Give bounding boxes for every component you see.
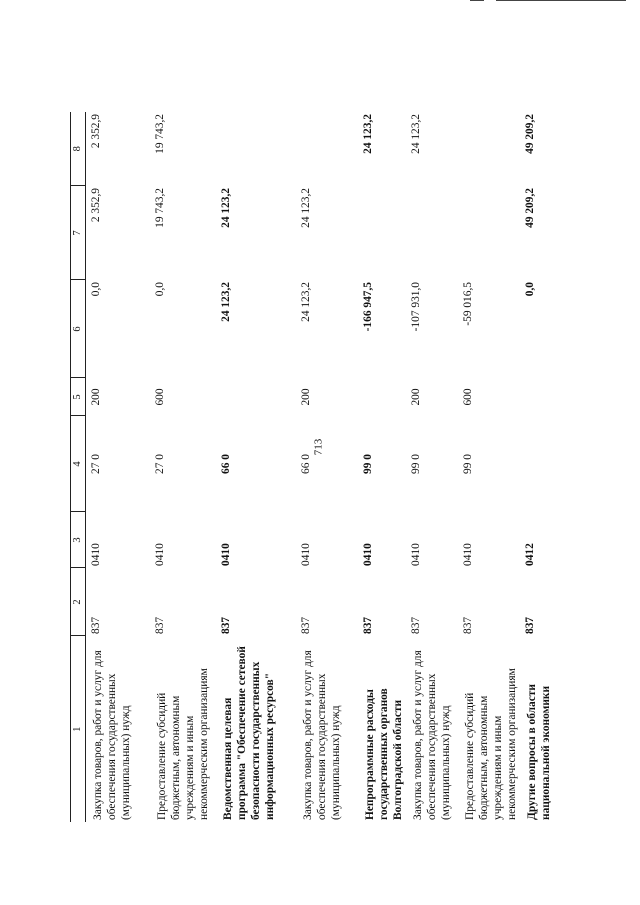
- amount-col7: 19 743,2: [153, 188, 166, 228]
- expense-type: 600: [153, 388, 166, 406]
- amount-col7: 49 209,2: [523, 188, 536, 228]
- target-article: 27 0: [90, 454, 102, 474]
- table-row: [216, 112, 296, 822]
- amount-col8: 2 352,9: [90, 114, 102, 149]
- target-article: 27 0: [153, 454, 166, 474]
- column-number-header-row: [71, 112, 86, 822]
- page-number: 713: [312, 438, 325, 456]
- amount-col8: [296, 112, 358, 186]
- column-header: 3: [71, 512, 86, 568]
- amount-col7: 2 352,9: [90, 188, 102, 223]
- column-header: 6: [71, 280, 86, 378]
- table-row: [458, 112, 520, 822]
- budget-table: [70, 112, 556, 822]
- amount-col8: [458, 112, 520, 186]
- amount-col8: 49 209,2: [523, 114, 536, 154]
- amount-col6: -59 016,5: [461, 282, 474, 326]
- column-header: 2: [71, 568, 86, 636]
- target-article: 99 0: [409, 454, 422, 474]
- amount-col6: 0,0: [90, 282, 102, 297]
- amount-col8: 24 123,2: [361, 114, 374, 154]
- expense-type: 600: [461, 388, 474, 406]
- ministry-code: 837: [461, 616, 474, 634]
- amount-col7: [458, 186, 520, 280]
- column-header: 7: [71, 186, 86, 280]
- table-row: [358, 112, 406, 822]
- section-code: 0410: [361, 543, 374, 566]
- amount-col7: 24 123,2: [299, 188, 312, 228]
- section-code: 0410: [219, 543, 232, 566]
- amount-col8: [216, 112, 296, 186]
- target-article: 99 0: [361, 454, 374, 474]
- amount-col8: 19 743,2: [153, 114, 166, 154]
- column-header: 8: [71, 112, 86, 186]
- scan-edge-mark: [496, 0, 626, 1]
- expense-type: 200: [299, 388, 312, 406]
- amount-col6: 0,0: [523, 282, 536, 297]
- section-code: 0410: [299, 543, 312, 566]
- ministry-code: 837: [409, 616, 422, 634]
- column-header: 4: [71, 416, 86, 512]
- amount-col7: [358, 186, 406, 280]
- amount-col7: 24 123,2: [219, 188, 232, 228]
- target-article: [520, 416, 556, 512]
- ministry-code: 837: [153, 616, 166, 634]
- expense-type: [358, 378, 406, 416]
- row-description: Предоставление субсидий бюджетным, автономным учреждениям и иным некоммерческим организациям: [155, 668, 210, 820]
- section-code: 0412: [523, 543, 536, 566]
- amount-col6: 24 123,2: [299, 282, 312, 322]
- expense-type: [216, 378, 296, 416]
- ministry-code: 837: [361, 616, 374, 634]
- column-header: 1: [71, 636, 86, 822]
- rotated-table-region: [70, 112, 590, 822]
- row-description: Ведомственная целевая программа "Обеспечение сетевой безопасности государственных информационных ресурсов": [221, 646, 276, 820]
- row-description: Другие вопросы в области национальной экономики: [525, 684, 552, 820]
- ministry-code: 837: [299, 616, 312, 634]
- section-code: 0410: [461, 543, 474, 566]
- row-description: Непрограммные расходы государственных органов Волгоградской области: [363, 688, 404, 820]
- row-description: Закупка товаров, работ и услуг для обеспечения государственных (муниципальных) нужд: [411, 650, 452, 820]
- target-article: 66 0: [299, 454, 312, 474]
- column-header: 5: [71, 378, 86, 416]
- table-row: [296, 112, 358, 822]
- table-row: [150, 112, 216, 822]
- section-code: 0410: [90, 543, 102, 566]
- amount-col7: [406, 186, 458, 280]
- row-description: Предоставление субсидий бюджетным, автономным учреждениям и иным некоммерческим организациям: [463, 668, 518, 820]
- amount-col6: -166 947,5: [361, 282, 374, 332]
- expense-type: [520, 378, 556, 416]
- amount-col8: 24 123,2: [409, 114, 422, 154]
- section-code: 0410: [409, 543, 422, 566]
- ministry-code: 837: [219, 616, 232, 634]
- amount-col6: -107 931,0: [409, 282, 422, 332]
- section-code: 0410: [153, 543, 166, 566]
- target-article: 66 0: [219, 454, 232, 474]
- amount-col6: 0,0: [153, 282, 166, 297]
- ministry-code: 837: [523, 616, 536, 634]
- row-description: Закупка товаров, работ и услуг для обеспечения государственных (муниципальных) нужд: [301, 650, 342, 820]
- amount-col6: 24 123,2: [219, 282, 232, 322]
- scan-edge-mark: [470, 0, 484, 1]
- target-article: 99 0: [461, 454, 474, 474]
- table-row: [406, 112, 458, 822]
- table-row: [520, 112, 556, 822]
- row-description: Закупка товаров, работ и услуг для обеспечения государственных (муниципальных) нужд: [92, 650, 133, 820]
- table-row: [86, 112, 150, 822]
- expense-type: 200: [409, 388, 422, 406]
- ministry-code: 837: [90, 616, 102, 634]
- expense-type: 200: [90, 388, 102, 406]
